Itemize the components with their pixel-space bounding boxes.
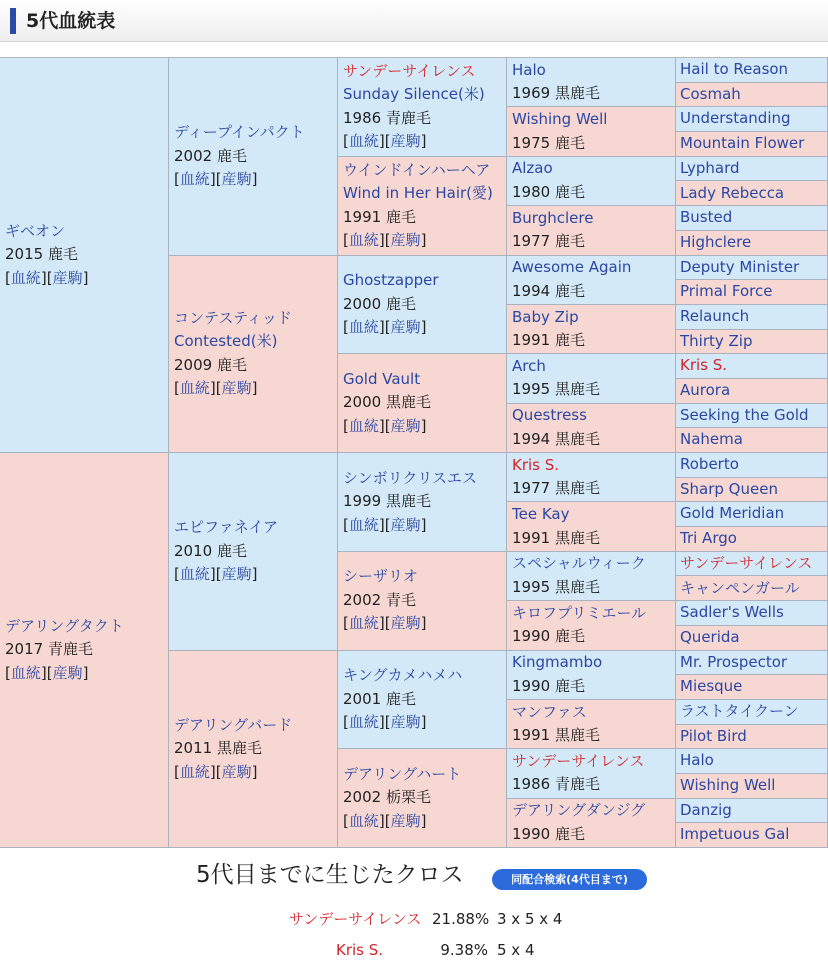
horse-name-link[interactable]: Tri Argo (680, 529, 737, 548)
pedigree-cell (507, 749, 676, 798)
progeny-link[interactable]: 産駒 (390, 231, 421, 250)
progeny-link[interactable]: 産駒 (221, 170, 252, 188)
pedigree-cell (676, 330, 828, 355)
pedigree-cell (676, 256, 828, 281)
horse-links: [血統][産駒] (5, 268, 89, 287)
horse-name-link[interactable]: Miesque (680, 677, 743, 696)
pedigree-cell (676, 206, 828, 231)
horse-birth-color: 1977 黒鹿毛 (512, 479, 600, 498)
horse-birth-color: 1991 黒鹿毛 (512, 528, 600, 547)
crosses-title: 5代目までに生じたクロス (196, 862, 464, 888)
horse-name-link[interactable]: Aurora (680, 381, 731, 400)
pedigree-cell (676, 453, 828, 478)
horse-name-link[interactable]: Hail to Reason (680, 60, 789, 79)
horse-name-link[interactable]: Understanding (680, 109, 791, 128)
horse-name-link[interactable]: Cosmah (680, 84, 741, 103)
horse-name-link[interactable]: Questress (512, 406, 587, 425)
horse-name-link[interactable]: Sharp Queen (680, 479, 778, 498)
pedigree-cell (676, 774, 828, 799)
horse-name-link[interactable]: Roberto (680, 455, 739, 474)
horse-name-link[interactable]: ラストタイクーン (680, 701, 799, 720)
progeny-link[interactable]: 産駒 (221, 565, 252, 583)
horse-birth-color: 2015 鹿毛 (5, 245, 78, 264)
horse-birth-color: 2002 鹿毛 (174, 146, 247, 165)
horse-birth-color: 2002 栃栗毛 (343, 788, 431, 807)
pedigree-cell (676, 651, 828, 676)
pedigree-cell (676, 552, 828, 577)
horse-name-link[interactable]: Gold Meridian (680, 504, 785, 523)
horse-birth-color: 2000 鹿毛 (343, 294, 416, 313)
horse-name-link[interactable]: Kingmambo (512, 653, 603, 672)
progeny-link[interactable]: 産駒 (52, 268, 83, 287)
horse-name-link[interactable]: Querida (680, 627, 740, 646)
horse-name-link[interactable]: キャンペンガール (680, 578, 800, 597)
horse-name-link[interactable]: Alzao (512, 159, 553, 178)
horse-english-name-link[interactable]: Wind in Her Hair(愛) (343, 184, 493, 203)
horse-birth-color: 2011 黒鹿毛 (174, 739, 262, 757)
horse-name-link[interactable]: Baby Zip (512, 307, 579, 326)
progeny-link[interactable]: 産駒 (221, 379, 252, 398)
pedigree-link[interactable]: 血統 (179, 170, 210, 188)
horse-birth-color: 1969 黒鹿毛 (512, 84, 600, 103)
horse-birth-color: 1986 青鹿毛 (512, 775, 600, 794)
pedigree-cell (338, 157, 507, 256)
horse-birth-color: 1980 鹿毛 (512, 182, 585, 201)
pedigree-link[interactable]: 血統 (179, 565, 210, 583)
horse-birth-color: 1977 鹿毛 (512, 232, 585, 251)
pedigree-cell (676, 132, 828, 157)
pedigree-cell (507, 58, 676, 107)
horse-name-link[interactable]: Ghostzapper (343, 271, 439, 290)
horse-name-link[interactable]: キロフプリミエール (512, 603, 647, 622)
horse-name-link[interactable]: Mr. Prospector (680, 652, 788, 671)
pedigree-cell (676, 799, 828, 824)
horse-name-link[interactable]: Lyphard (680, 158, 740, 177)
progeny-link[interactable]: 産駒 (390, 614, 421, 633)
horse-birth-color: 2001 鹿毛 (343, 689, 416, 708)
pedigree-cell (676, 404, 828, 429)
pedigree-cell (507, 107, 676, 156)
pedigree-cell (676, 428, 828, 453)
pedigree-cell (676, 576, 828, 601)
pedigree-cell (676, 280, 828, 305)
pedigree-link[interactable]: 血統 (10, 268, 41, 287)
progeny-link[interactable]: 産駒 (390, 515, 421, 534)
horse-name-link[interactable]: Busted (680, 208, 733, 227)
pedigree-cell (676, 725, 828, 750)
cross-row (0, 939, 828, 961)
pedigree-cell (169, 58, 338, 256)
horse-name-link[interactable]: デアリングタクト (5, 616, 124, 635)
pedigree-cell (507, 651, 676, 700)
pedigree-cell (676, 379, 828, 404)
pedigree-cell (338, 354, 507, 453)
pedigree-cell (676, 502, 828, 527)
cross-pattern: 5 x 4 (497, 941, 535, 959)
pedigree-cell (338, 552, 507, 651)
horse-name-link[interactable]: Gold Vault (343, 369, 421, 388)
horse-name-link[interactable]: Sadler's Wells (680, 603, 784, 622)
horse-name-link[interactable]: コンテスティッド (174, 308, 292, 327)
cross-horse-link[interactable]: Kris S. (336, 941, 384, 959)
pedigree-cell (338, 651, 507, 750)
horse-birth-color: 1995 黒鹿毛 (512, 577, 600, 596)
horse-birth-color: 2000 黒鹿毛 (343, 393, 431, 412)
horse-name-link[interactable]: Primal Force (680, 282, 773, 301)
horse-links: [血統][産駒] (174, 170, 258, 188)
horse-name-link[interactable]: エピファネイア (174, 518, 278, 536)
horse-name-link[interactable]: サンデーサイレンス (680, 553, 813, 572)
pedigree-link[interactable]: 血統 (10, 663, 41, 682)
horse-birth-color: 1991 黒鹿毛 (512, 726, 600, 745)
pedigree-cell (169, 453, 338, 651)
horse-name-link[interactable]: Thirty Zip (680, 331, 753, 350)
pedigree-cell (676, 354, 828, 379)
horse-name-link[interactable]: サンデーサイレンス (512, 751, 645, 770)
horse-birth-color: 1995 黒鹿毛 (512, 380, 600, 399)
horse-name-link[interactable]: デアリングバード (174, 715, 293, 734)
horse-birth-color: 2010 鹿毛 (174, 541, 247, 560)
horse-birth-color: 2017 青鹿毛 (5, 640, 93, 659)
pedigree-link[interactable]: 血統 (348, 132, 379, 151)
cross-percent: 9.38% (440, 941, 488, 959)
section-header (0, 0, 828, 42)
horse-name-link[interactable]: キングカメハメハ (343, 666, 463, 685)
horse-name-link[interactable]: Danzig (680, 800, 732, 819)
pedigree-cell (676, 478, 828, 503)
horse-name-link[interactable]: マンファス (512, 702, 587, 721)
pedigree-cell (676, 749, 828, 774)
pedigree-cell (338, 58, 507, 157)
pedigree-cell (169, 256, 338, 454)
pedigree-link[interactable]: 血統 (348, 614, 379, 633)
horse-links: [血統][産駒] (343, 231, 427, 250)
horse-name-link[interactable]: デアリングダンジグ (512, 801, 646, 820)
pedigree-link[interactable]: 血統 (179, 379, 210, 398)
progeny-link[interactable]: 産駒 (221, 762, 252, 781)
same-mating-search-button[interactable]: 同配合検索(4代目まで) (492, 869, 647, 890)
horse-links: [血統][産駒] (343, 318, 427, 337)
pedigree-link[interactable]: 血統 (348, 713, 379, 732)
progeny-link[interactable]: 産駒 (390, 713, 421, 732)
pedigree-cell (676, 181, 828, 206)
horse-name-link[interactable]: ウインドインハーヘア (343, 160, 491, 179)
horse-name-link[interactable]: Tee Kay (512, 505, 570, 524)
horse-birth-color: 1991 鹿毛 (512, 331, 585, 350)
horse-birth-color: 1994 黒鹿毛 (512, 429, 600, 448)
pedigree-link[interactable]: 血統 (348, 515, 379, 534)
horse-birth-color: 1990 鹿毛 (512, 627, 585, 646)
pedigree-cell (676, 83, 828, 108)
header-accent-bar (10, 8, 16, 34)
horse-name-link[interactable]: シンボリクリスエス (343, 468, 478, 487)
pedigree-cell (169, 651, 338, 849)
pedigree-link[interactable]: 血統 (348, 811, 379, 830)
horse-links: [血統][産駒] (174, 762, 258, 781)
pedigree-link[interactable]: 血統 (348, 231, 379, 250)
pedigree-cell (338, 256, 507, 355)
horse-name-link[interactable]: Seeking the Gold (680, 405, 809, 424)
pedigree-cell (507, 601, 676, 650)
pedigree-link[interactable]: 血統 (348, 318, 379, 337)
pedigree-link[interactable]: 血統 (348, 416, 379, 435)
horse-links: [血統][産駒] (5, 663, 89, 682)
horse-name-link[interactable]: デアリングハート (343, 764, 462, 783)
pedigree-cell (0, 58, 169, 453)
horse-name-link[interactable]: サンデーサイレンス (343, 61, 476, 80)
horse-birth-color: 1994 鹿毛 (512, 281, 585, 300)
horse-links: [血統][産駒] (343, 713, 427, 732)
horse-name-link[interactable]: Awesome Again (512, 258, 632, 277)
horse-name-link[interactable]: シーザリオ (343, 567, 418, 586)
pedigree-cell (676, 823, 828, 848)
pedigree-cell (676, 157, 828, 182)
horse-birth-color: 1975 鹿毛 (512, 133, 585, 152)
horse-name-link[interactable]: Nahema (680, 430, 743, 449)
horse-links: [血統][産駒] (343, 811, 427, 830)
horse-english-name-link[interactable]: Contested(米) (174, 332, 278, 351)
horse-links: [血統][産駒] (343, 416, 427, 435)
pedigree-cell (676, 675, 828, 700)
pedigree-cell (507, 305, 676, 354)
pedigree-table (0, 57, 828, 847)
pedigree-cell (676, 527, 828, 552)
pedigree-cell (338, 749, 507, 848)
horse-birth-color: 1986 青鹿毛 (343, 108, 431, 127)
horse-name-link[interactable]: Halo (512, 60, 546, 79)
horse-links: [血統][産駒] (343, 132, 427, 151)
horse-name-link[interactable]: Pilot Bird (680, 726, 747, 745)
cross-row (0, 908, 828, 930)
horse-links: [血統][産駒] (174, 379, 258, 398)
horse-english-name-link[interactable]: Sunday Silence(米) (343, 85, 485, 104)
horse-name-link[interactable]: Mountain Flower (680, 134, 805, 153)
horse-name-link[interactable]: Halo (680, 751, 714, 770)
cross-horse-link[interactable]: サンデーサイレンス (289, 910, 422, 928)
progeny-link[interactable]: 産駒 (390, 416, 421, 435)
progeny-link[interactable]: 産駒 (390, 811, 421, 830)
horse-name-link[interactable]: Burghclere (512, 208, 594, 227)
horse-name-link[interactable]: Highclere (680, 232, 752, 251)
horse-birth-color: 1990 鹿毛 (512, 676, 585, 695)
pedigree-cell (507, 552, 676, 601)
pedigree-cell (507, 404, 676, 453)
pedigree-cell (507, 256, 676, 305)
horse-links: [血統][産駒] (343, 515, 427, 534)
horse-links: [血統][産駒] (174, 565, 258, 583)
pedigree-link[interactable]: 血統 (179, 762, 210, 781)
pedigree-cell (507, 354, 676, 403)
horse-name-link[interactable]: スペシャルウィーク (512, 554, 646, 573)
pedigree-cell (507, 157, 676, 206)
section-title: 5代血統表 (26, 10, 116, 32)
pedigree-cell (0, 453, 169, 848)
horse-name-link[interactable]: Wishing Well (680, 776, 776, 795)
horse-name-link[interactable]: Impetuous Gal (680, 825, 790, 844)
pedigree-cell (676, 700, 828, 725)
cross-pattern: 3 x 5 x 4 (497, 910, 563, 928)
pedigree-cell (676, 601, 828, 626)
progeny-link[interactable]: 産駒 (390, 132, 421, 151)
pedigree-cell (676, 305, 828, 330)
pedigree-cell (676, 231, 828, 256)
horse-name-link[interactable]: ギベオン (5, 221, 66, 240)
horse-birth-color: 2002 青毛 (343, 590, 416, 609)
pedigree-cell (507, 502, 676, 551)
horse-birth-color: 1991 鹿毛 (343, 207, 416, 226)
pedigree-cell (338, 453, 507, 552)
pedigree-cell (676, 626, 828, 651)
pedigree-cell (676, 107, 828, 132)
horse-name-link[interactable]: Wishing Well (512, 110, 608, 129)
horse-name-link[interactable]: Kris S. (680, 356, 728, 375)
pedigree-cell (507, 799, 676, 848)
horse-birth-color: 2009 鹿毛 (174, 355, 247, 374)
cross-percent: 21.88% (432, 910, 490, 928)
pedigree-cell (507, 453, 676, 502)
horse-links: [血統][産駒] (343, 614, 427, 633)
horse-birth-color: 1990 鹿毛 (512, 824, 585, 843)
progeny-link[interactable]: 産駒 (52, 663, 83, 682)
horse-name-link[interactable]: Lady Rebecca (680, 183, 785, 202)
horse-name-link[interactable]: ディープインパクト (174, 123, 305, 141)
horse-name-link[interactable]: Arch (512, 356, 546, 375)
pedigree-cell (507, 206, 676, 255)
pedigree-cell (676, 58, 828, 83)
horse-name-link[interactable]: Relaunch (680, 306, 750, 325)
horse-birth-color: 1999 黒鹿毛 (343, 492, 431, 511)
pedigree-cell (507, 700, 676, 749)
progeny-link[interactable]: 産駒 (390, 318, 421, 337)
horse-name-link[interactable]: Kris S. (512, 455, 560, 474)
horse-name-link[interactable]: Deputy Minister (680, 257, 800, 276)
